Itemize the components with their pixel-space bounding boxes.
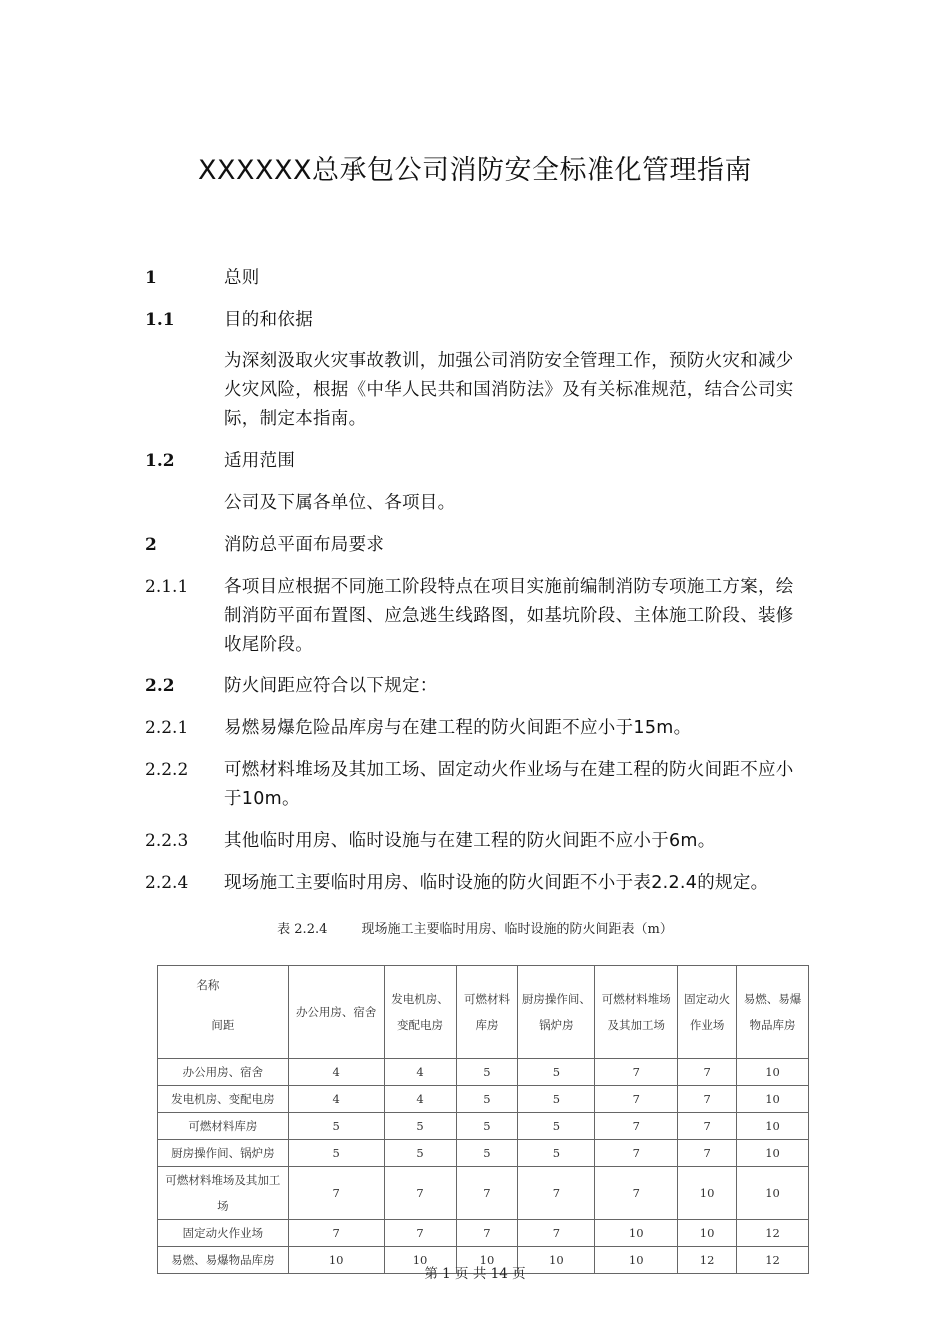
table-cell: 10 — [288, 1247, 384, 1274]
table-cell: 7 — [678, 1059, 737, 1086]
section-number: 1.2 — [145, 451, 175, 471]
table-cell: 10 — [737, 1059, 809, 1086]
row-header: 发电机房、变配电房 — [158, 1086, 289, 1113]
row-header: 可燃材料库房 — [158, 1113, 289, 1140]
row-header: 固定动火作业场 — [158, 1220, 289, 1247]
table-cell: 5 — [518, 1086, 595, 1113]
table-cell: 7 — [384, 1167, 456, 1220]
corner-label-name: 名称 — [196, 978, 220, 992]
table-cell: 7 — [678, 1140, 737, 1167]
row-header: 厨房操作间、锅炉房 — [158, 1140, 289, 1167]
section-text: 总则 — [224, 268, 260, 288]
section-text: 为深刻汲取火灾事故教训，加强公司消防安全管理工作，预防火灾和减少火灾风险，根据《中华人民共和国消防法》及有关标准规范，结合公司实际，制定本指南。 — [224, 351, 794, 429]
table-cell: 10 — [678, 1167, 737, 1220]
table-row — [158, 1167, 809, 1220]
table-cell: 5 — [456, 1113, 518, 1140]
table-cell: 12 — [737, 1220, 809, 1247]
table-cell: 7 — [678, 1086, 737, 1113]
table-cell: 5 — [384, 1140, 456, 1167]
section-number: 2.2.1 — [145, 718, 189, 738]
table-cell: 7 — [595, 1140, 678, 1167]
section-number: 2.2.4 — [145, 873, 189, 893]
table-cell: 5 — [456, 1140, 518, 1167]
section-text: 易燃易爆危险品库房与在建工程的防火间距不应小于15m。 — [224, 718, 692, 738]
table-cell: 5 — [288, 1113, 384, 1140]
table-cell: 5 — [518, 1113, 595, 1140]
section-text: 防火间距应符合以下规定： — [224, 676, 438, 696]
section-number: 1 — [145, 268, 157, 288]
table-row — [158, 1059, 809, 1086]
table-cell: 4 — [288, 1059, 384, 1086]
section-text: 其他临时用房、临时设施与在建工程的防火间距不应小于6m。 — [224, 831, 716, 851]
table-cell: 7 — [518, 1167, 595, 1220]
table-row — [158, 1140, 809, 1167]
table-cell: 5 — [384, 1113, 456, 1140]
table-cell: 10 — [678, 1220, 737, 1247]
table-cell: 5 — [518, 1059, 595, 1086]
section-number: 2.2 — [145, 676, 175, 696]
table-cell: 10 — [595, 1247, 678, 1274]
table-cell: 7 — [384, 1220, 456, 1247]
section-number: 2.1.1 — [145, 577, 189, 597]
table-cell: 4 — [384, 1059, 456, 1086]
table-cell: 5 — [518, 1140, 595, 1167]
row-header: 易燃、易爆物品库房 — [158, 1247, 289, 1274]
row-header: 办公用房、宿舍 — [158, 1059, 289, 1086]
table-row — [158, 1220, 809, 1247]
table-cell: 7 — [518, 1220, 595, 1247]
table-cell: 7 — [595, 1086, 678, 1113]
table-cell: 7 — [288, 1167, 384, 1220]
table-cell: 4 — [288, 1086, 384, 1113]
table-cell: 5 — [288, 1140, 384, 1167]
table-cell: 10 — [595, 1220, 678, 1247]
table-cell: 10 — [456, 1247, 518, 1274]
table-row — [158, 1086, 809, 1113]
section-text: 各项目应根据不同施工阶段特点在项目实施前编制消防专项施工方案，绘制消防平面布置图、应急逃生线路图，如基坑阶段、主体施工阶段、装修收尾阶段。 — [224, 577, 794, 655]
column-header: 发电机房、变配电房 — [384, 966, 456, 1059]
column-header: 厨房操作间、锅炉房 — [518, 966, 595, 1059]
row-header: 可燃材料堆场及其加工场 — [158, 1167, 289, 1220]
table-cell: 10 — [737, 1086, 809, 1113]
table-cell: 7 — [456, 1220, 518, 1247]
section-number: 2.2.2 — [145, 760, 189, 780]
page-footer: 第 1 页 共 14 页 — [424, 1266, 526, 1282]
section-number: 1.1 — [145, 310, 175, 330]
column-header: 办公用房、宿舍 — [288, 966, 384, 1059]
table-cell: 10 — [737, 1113, 809, 1140]
section-text: 消防总平面布局要求 — [224, 535, 385, 555]
table-cell: 7 — [595, 1113, 678, 1140]
document-title: XXXXXX总承包公司消防安全标准化管理指南 — [198, 155, 752, 186]
table-corner-cell — [158, 966, 289, 1059]
table-cell: 7 — [595, 1059, 678, 1086]
section-text: 可燃材料堆场及其加工场、固定动火作业场与在建工程的防火间距不应小于10m。 — [224, 760, 794, 809]
fire-distance-table — [157, 965, 809, 1274]
section-text: 目的和依据 — [224, 310, 313, 330]
section-text: 公司及下属各单位、各项目。 — [224, 493, 456, 513]
section-text: 现场施工主要临时用房、临时设施的防火间距不小于表2.2.4的规定。 — [224, 873, 769, 893]
table-cell: 7 — [678, 1113, 737, 1140]
table-header-row — [158, 966, 809, 1059]
table-cell: 7 — [595, 1167, 678, 1220]
table-cell: 5 — [456, 1086, 518, 1113]
table-cell: 7 — [456, 1167, 518, 1220]
table-row — [158, 1113, 809, 1140]
column-header: 可燃材料堆场及其加工场 — [595, 966, 678, 1059]
section-number: 2.2.3 — [145, 831, 189, 851]
table-cell: 10 — [737, 1140, 809, 1167]
table-caption-label: 表 2.2.4 — [277, 922, 328, 937]
table-caption — [0, 918, 950, 937]
column-header: 可燃材料库房 — [456, 966, 518, 1059]
section-number: 2 — [145, 535, 157, 555]
table-cell: 10 — [737, 1167, 809, 1220]
table-cell: 10 — [384, 1247, 456, 1274]
table-cell: 5 — [456, 1059, 518, 1086]
table-cell: 12 — [737, 1247, 809, 1274]
table-cell: 10 — [518, 1247, 595, 1274]
corner-label-distance: 间距 — [211, 1018, 235, 1032]
table-cell: 12 — [678, 1247, 737, 1274]
table-caption-title: 现场施工主要临时用房、临时设施的防火间距表（m） — [361, 922, 673, 937]
table-cell: 4 — [384, 1086, 456, 1113]
column-header: 固定动火作业场 — [678, 966, 737, 1059]
table-cell: 7 — [288, 1220, 384, 1247]
section-text: 适用范围 — [224, 451, 296, 471]
column-header: 易燃、易爆物品库房 — [737, 966, 809, 1059]
